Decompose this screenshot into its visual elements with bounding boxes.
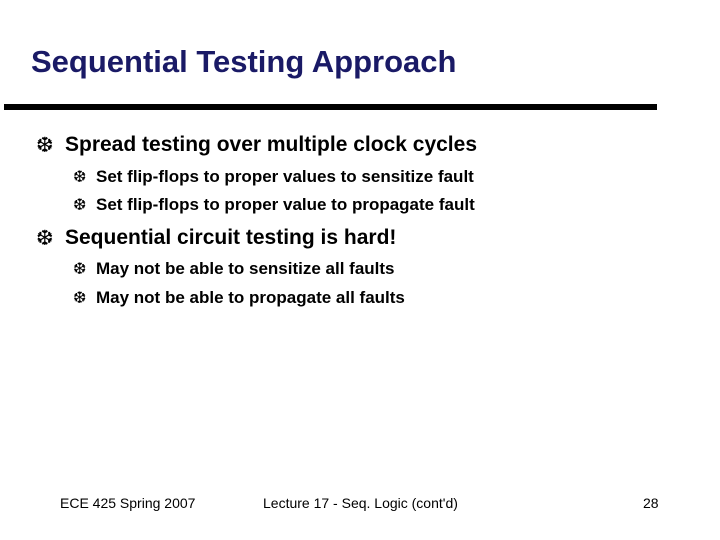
- bullet-text: Sequential circuit testing is hard!: [65, 226, 397, 249]
- bullet-icon: ❆: [36, 134, 54, 157]
- footer-course: ECE 425 Spring 2007: [60, 495, 196, 511]
- page-number: 28: [643, 495, 659, 511]
- sub-bullet-icon: ❆: [73, 169, 87, 186]
- sub-bullet-text: Set flip-flops to proper values to sensitize fault: [96, 167, 474, 186]
- sub-bullet-text: Set flip-flops to proper value to propagate fault: [96, 195, 475, 214]
- title-divider: [4, 104, 657, 110]
- sub-bullet-text: May not be able to sensitize all faults: [96, 259, 395, 278]
- footer-lecture: Lecture 17 - Seq. Logic (cont'd): [263, 495, 458, 511]
- sub-bullet-text: May not be able to propagate all faults: [96, 288, 405, 307]
- sub-bullet-icon: ❆: [73, 290, 87, 307]
- sub-bullet-icon: ❆: [73, 197, 87, 214]
- bullet-icon: ❆: [36, 227, 54, 250]
- sub-bullet-icon: ❆: [73, 261, 87, 278]
- bullet-text: Spread testing over multiple clock cycles: [65, 133, 477, 156]
- slide-title: Sequential Testing Approach: [31, 44, 457, 79]
